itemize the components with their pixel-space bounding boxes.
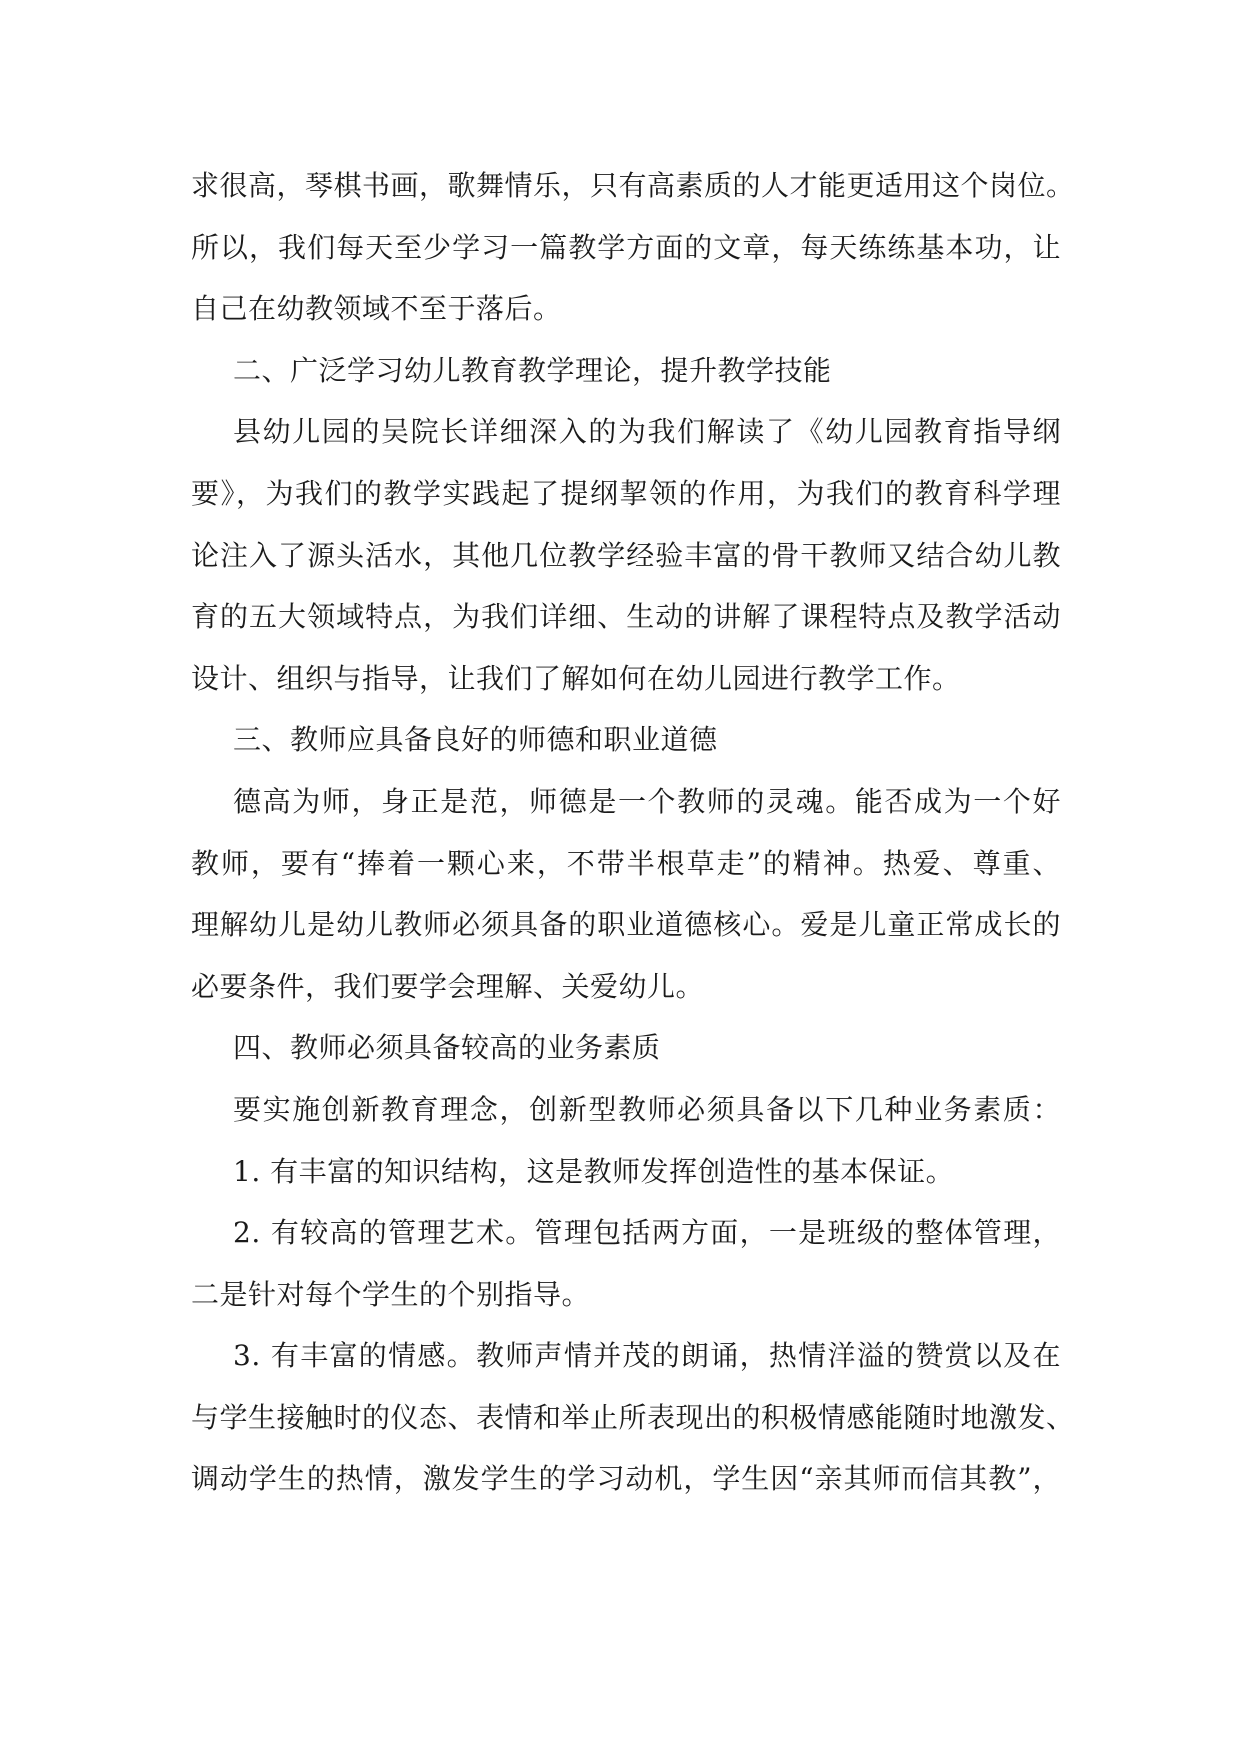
text-line: 论注入了源头活水，其他几位教学经验丰富的骨干教师又结合幼儿教 (191, 538, 1061, 572)
text-line: 德高为师，身正是范，师德是一个教师的灵魂。能否成为一个好 (233, 784, 1061, 818)
text-line: 三、教师应具备良好的师德和职业道德 (233, 723, 718, 757)
document-body (191, 155, 1075, 1510)
text-line: 2. 有较高的管理艺术。管理包括两方面，一是班级的整体管理， (233, 1216, 1061, 1250)
text-line: 育的五大领域特点，为我们详细、生动的讲解了课程特点及教学活动 (191, 600, 1061, 634)
text-line: 3. 有丰富的情感。教师声情并茂的朗诵，热情洋溢的赞赏以及在 (233, 1339, 1061, 1373)
text-line: 必要条件，我们要学会理解、关爱幼儿。 (191, 969, 705, 1003)
text-line: 二、广泛学习幼儿教育教学理论，提升教学技能 (233, 353, 832, 387)
text-line: 县幼儿园的吴院长详细深入的为我们解读了《幼儿园教育指导纲 (233, 415, 1061, 449)
text-line: 二是针对每个学生的个别指导。 (191, 1277, 591, 1311)
text-line: 调动学生的热情，激发学生的学习动机，学生因“亲其师而信其教”， (191, 1462, 1061, 1496)
text-line: 自己在幼教领域不至于落后。 (191, 292, 562, 326)
text-line: 教师，要有“捧着一颗心来，不带半根草走”的精神。热爱、尊重、 (191, 846, 1061, 880)
text-line: 求很高，琴棋书画，歌舞情乐，只有高素质的人才能更适用这个岗位。 (191, 169, 1075, 202)
text-line: 四、教师必须具备较高的业务素质 (233, 1031, 661, 1065)
text-line: 与学生接触时的仪态、表情和举止所表现出的积极情感能随时地激发、 (191, 1400, 1075, 1434)
text-line: 要实施创新教育理念，创新型教师必须具备以下几种业务素质： (233, 1092, 1061, 1126)
text-line: 理解幼儿是幼儿教师必须具备的职业道德核心。爱是儿童正常成长的 (191, 908, 1061, 942)
text-line: 设计、组织与指导，让我们了解如何在幼儿园进行教学工作。 (191, 661, 961, 695)
text-line: 所以，我们每天至少学习一篇教学方面的文章，每天练练基本功，让 (191, 230, 1061, 264)
text-line: 1. 有丰富的知识结构，这是教师发挥创造性的基本保证。 (233, 1154, 955, 1188)
text-line: 要》，为我们的教学实践起了提纲挈领的作用，为我们的教育科学理 (191, 476, 1061, 510)
